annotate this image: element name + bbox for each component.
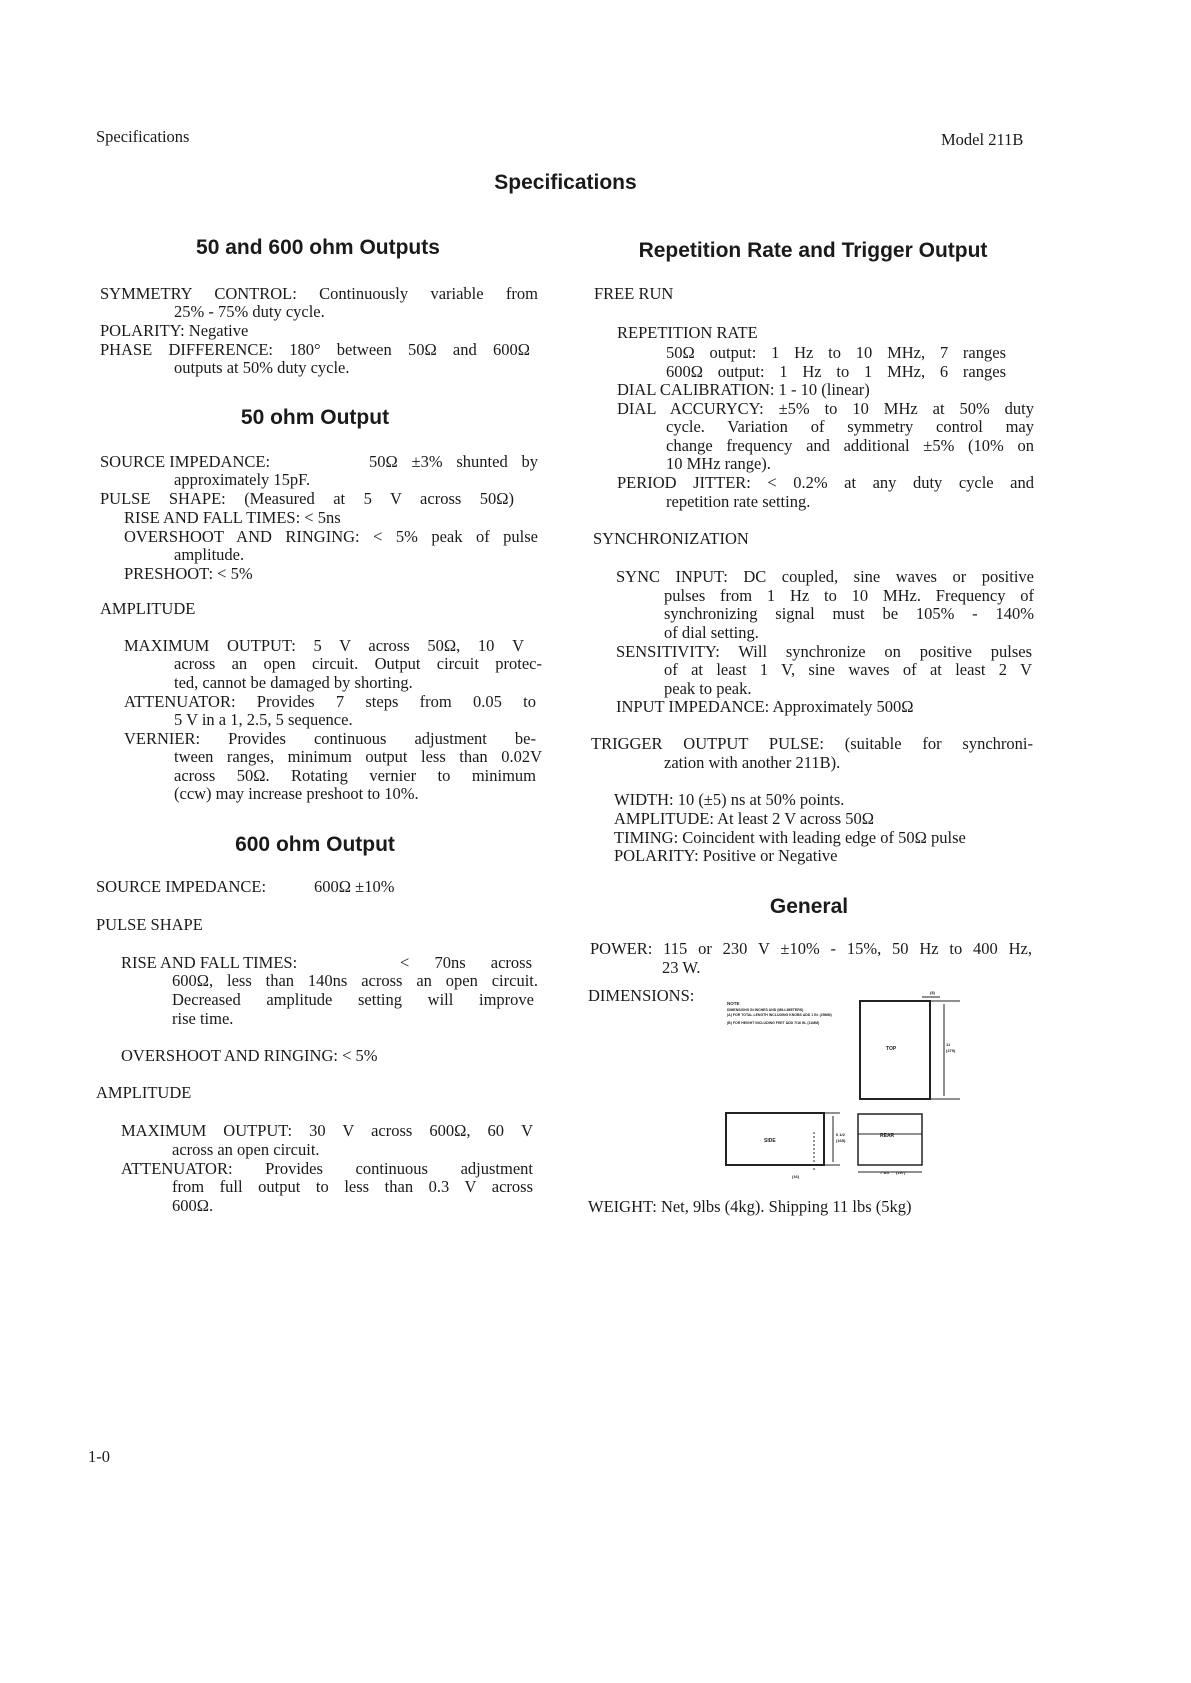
spec-line: 50Ω output: 1 Hz to 10 MHz, 7 ranges: [666, 343, 1006, 362]
dimension-label: (16): [792, 1174, 800, 1179]
spec-line: 600Ω ±10%: [314, 877, 395, 896]
spec-line: 10 MHz range).: [666, 454, 771, 473]
spec-line: SOURCE IMPEDANCE:: [100, 452, 271, 471]
dimension-label: (197): [896, 1170, 906, 1175]
spec-line: from full output to less than 0.3 V across: [172, 1177, 533, 1196]
dimension-label: 11: [946, 1042, 951, 1047]
spec-line: < 70ns across: [400, 953, 532, 972]
spec-line: approximately 15pF.: [174, 470, 311, 489]
spec-line: change frequency and additional ±5% (10% on: [666, 436, 1034, 455]
spec-line: pulses from 1 Hz to 10 MHz. Frequency of: [664, 586, 1034, 605]
dimension-label: (8): [930, 990, 935, 995]
spec-line: outputs at 50% duty cycle.: [174, 358, 350, 377]
spec-line: DIAL CALIBRATION: 1 - 10 (linear): [617, 380, 870, 399]
spec-line: AMPLITUDE: At least 2 V across 50Ω: [614, 809, 875, 828]
section-heading: 600 ohm Output: [235, 833, 395, 856]
spec-line: WEIGHT: Net, 9lbs (4kg). Shipping 11 lbs (5kg): [588, 1197, 912, 1216]
section-heading: 50 ohm Output: [240, 406, 390, 429]
model-number: Model 211B: [941, 130, 1024, 149]
spec-line: across an open circuit.: [172, 1140, 320, 1159]
spec-line: of dial setting.: [664, 623, 759, 642]
page-title: Specifications: [494, 171, 637, 194]
spec-line: PRESHOOT: < 5%: [124, 564, 253, 583]
spec-line: POLARITY: Negative: [100, 321, 249, 340]
spec-line: VERNIER: Provides continuous adjustment be-: [124, 729, 536, 748]
spec-line: POWER: 115 or 230 V ±10% - 15%, 50 Hz to 400 Hz,: [590, 939, 1032, 958]
subsection-label: AMPLITUDE: [96, 1083, 192, 1102]
subsection-label: AMPLITUDE: [100, 599, 196, 618]
spec-line: Decreased amplitude setting will improve: [172, 990, 534, 1009]
rear-label: REAR: [880, 1133, 895, 1139]
dimension-label: (279): [946, 1048, 956, 1053]
spec-line: across 50Ω. Rotating vernier to minimum: [174, 766, 536, 785]
spec-line: cycle. Variation of symmetry control may: [666, 417, 1034, 436]
section-heading: Repetition Rate and Trigger Output: [638, 239, 988, 262]
spec-line: DIMENSIONS:: [588, 986, 695, 1005]
spec-line: rise time.: [172, 1009, 234, 1028]
spec-line: MAXIMUM OUTPUT: 5 V across 50Ω, 10 V: [124, 636, 524, 655]
spec-line: 50Ω ±3% shunted by: [369, 452, 538, 471]
spec-line: WIDTH: 10 (±5) ns at 50% points.: [614, 790, 845, 809]
side-label: SIDE: [764, 1138, 776, 1144]
section-heading: 50 and 600 ohm Outputs: [196, 236, 440, 259]
spec-line: ATTENUATOR: Provides continuous adjustment: [121, 1159, 533, 1178]
drawing-note-line: (B) FOR HEIGHT INCLUDING FEET ADD 7/16 IN. (11MM): [727, 1021, 820, 1025]
spec-line: MAXIMUM OUTPUT: 30 V across 600Ω, 60 V: [121, 1121, 533, 1140]
spec-line: 25% - 75% duty cycle.: [174, 302, 325, 321]
spec-line: RISE AND FALL TIMES:: [121, 953, 298, 972]
dimension-label: 6 1/2: [836, 1132, 845, 1137]
dimension-label: (165): [836, 1138, 846, 1143]
section-heading: General: [769, 895, 849, 918]
spec-line: zation with another 211B).: [664, 753, 841, 772]
subsection-label: PULSE SHAPE: [96, 915, 203, 934]
spec-line: ATTENUATOR: Provides 7 steps from 0.05 to: [124, 692, 536, 711]
spec-line: 600Ω, less than 140ns across an open circuit.: [172, 971, 538, 990]
drawing-note-line: DIMENSIONS IN INCHES AND (MILLIMETERS): [727, 1008, 804, 1012]
spec-line: amplitude.: [174, 545, 245, 564]
spec-line: tween ranges, minimum output less than 0.02V: [174, 747, 542, 766]
spec-line: REPETITION RATE: [617, 323, 758, 342]
spec-line: repetition rate setting.: [666, 492, 811, 511]
spec-line: TIMING: Coincident with leading edge of 50Ω pulse: [614, 828, 966, 847]
spec-line: SYMMETRY CONTROL: Continuously variable from: [100, 284, 538, 303]
spec-line: OVERSHOOT AND RINGING: < 5% peak of pulse: [124, 527, 538, 546]
spec-line: SOURCE IMPEDANCE:: [96, 877, 267, 896]
spec-line: SYNC INPUT: DC coupled, sine waves or positive: [616, 567, 1034, 586]
spec-line: RISE AND FALL TIMES: < 5ns: [124, 508, 341, 527]
subsection-label: FREE RUN: [594, 284, 674, 303]
spec-line: 600Ω output: 1 Hz to 1 MHz, 6 ranges: [666, 362, 1006, 381]
spec-line: synchronizing signal must be 105% - 140%: [664, 604, 1034, 623]
dimension-label: 7 3/4: [880, 1170, 889, 1175]
spec-line: 23 W.: [662, 958, 701, 977]
spec-line: OVERSHOOT AND RINGING: < 5%: [121, 1046, 378, 1065]
spec-line: TRIGGER OUTPUT PULSE: (suitable for synchroni-: [591, 734, 1033, 753]
rear-view: [858, 1114, 922, 1165]
spec-line: 600Ω.: [172, 1196, 214, 1215]
spec-line: peak to peak.: [664, 679, 752, 698]
drawing-note: NOTE: [727, 1001, 740, 1006]
page-number: 1-0: [88, 1447, 110, 1466]
spec-line: PHASE DIFFERENCE: 180° between 50Ω and 600Ω: [100, 340, 530, 359]
spec-line: of at least 1 V, sine waves of at least 2 V: [664, 660, 1032, 679]
spec-line: PERIOD JITTER: < 0.2% at any duty cycle and: [617, 473, 1034, 492]
drawing-note-line: (A) FOR TOTAL LENGTH INCLUDING KNOBS ADD 1 IN. (25MM): [727, 1013, 832, 1017]
spec-line: ted, cannot be damaged by shorting.: [174, 673, 413, 692]
spec-line: 5 V in a 1, 2.5, 5 sequence.: [174, 710, 353, 729]
spec-line: (ccw) may increase preshoot to 10%.: [174, 784, 419, 803]
dimensions-drawing: [700, 980, 1000, 1190]
spec-line: PULSE SHAPE: (Measured at 5 V across 50Ω): [100, 489, 514, 508]
subsection-label: SYNCHRONIZATION: [593, 529, 749, 548]
spec-line: POLARITY: Positive or Negative: [614, 846, 838, 865]
spec-line: across an open circuit. Output circuit protec-: [174, 654, 542, 673]
running-header: Specifications: [96, 127, 190, 146]
spec-line: INPUT IMPEDANCE: Approximately 500Ω: [616, 697, 914, 716]
spec-line: SENSITIVITY: Will synchronize on positive pulses: [616, 642, 1032, 661]
spec-line: DIAL ACCURYCY: ±5% to 10 MHz at 50% duty: [617, 399, 1034, 418]
top-label: TOP: [886, 1046, 897, 1052]
